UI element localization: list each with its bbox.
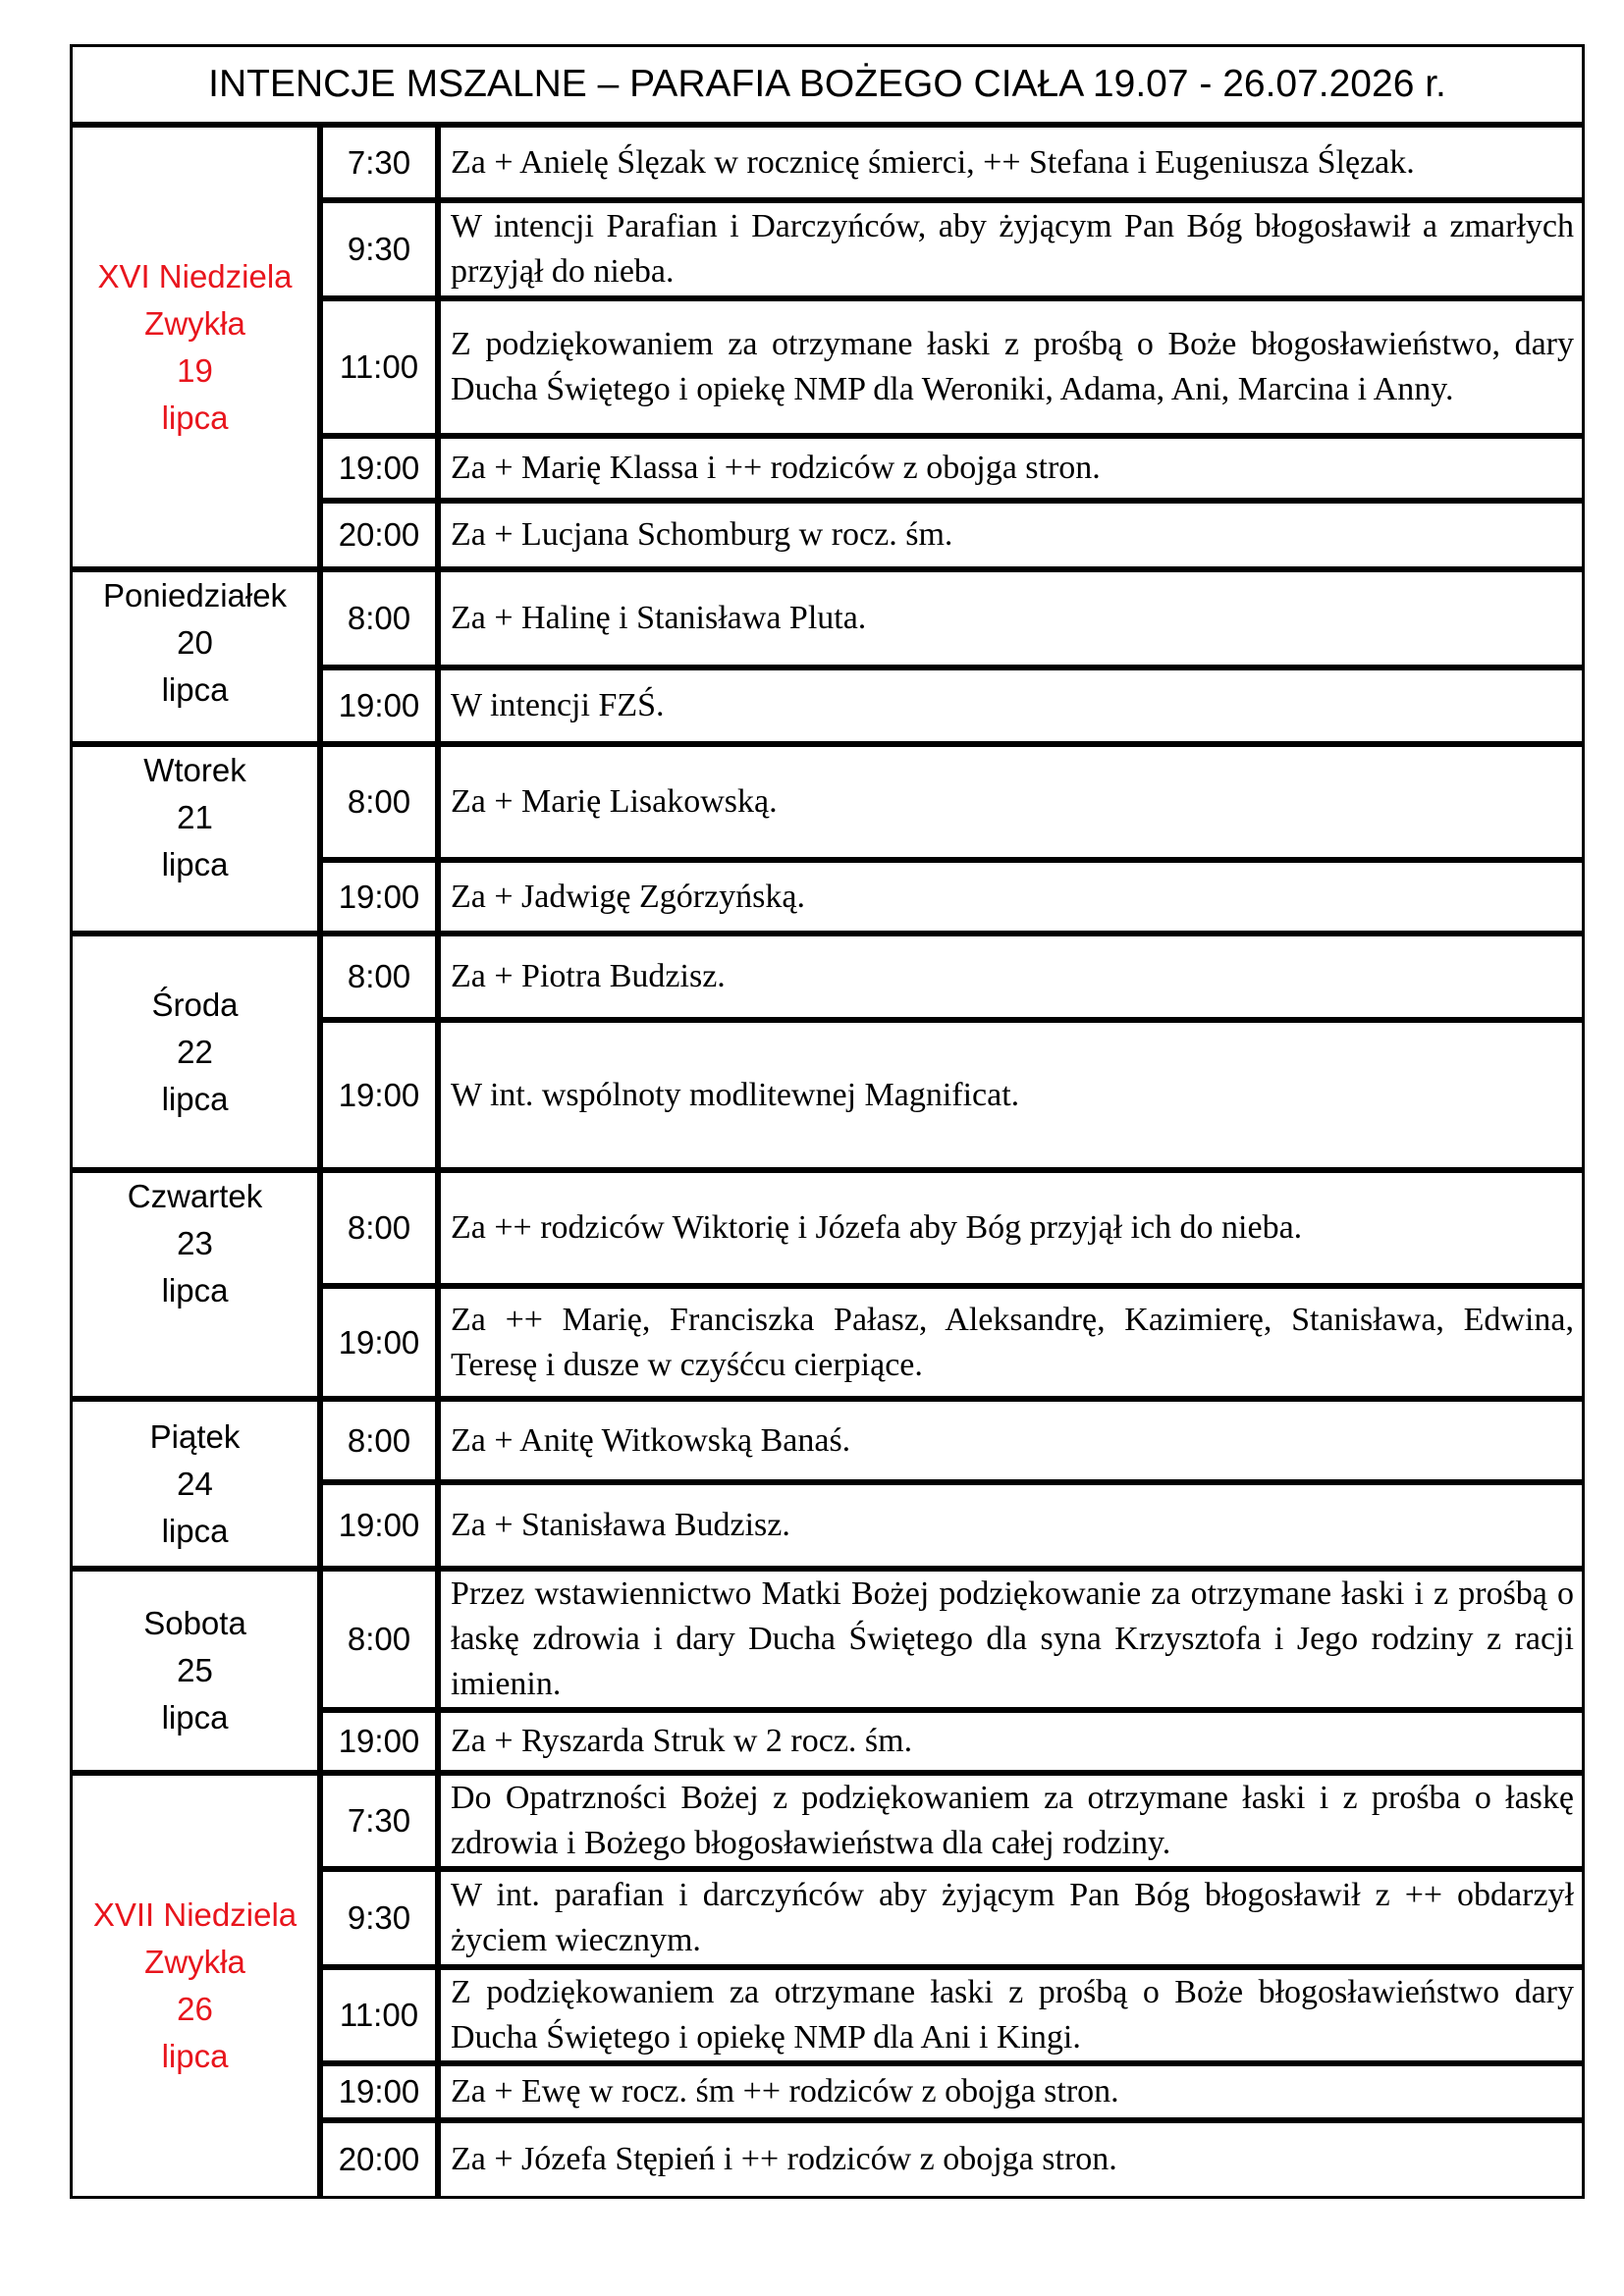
mass-intention: Z podziękowaniem za otrzymane łaski z prośbą o Boże błogosławieństwo dary Ducha Świętego i opiekę NMP dla Ani i Kingi. xyxy=(438,1967,1585,2063)
mass-intention: Za + Stanisława Budzisz. xyxy=(438,1482,1585,1569)
mass-time: 8:00 xyxy=(320,1399,438,1482)
mass-time: 19:00 xyxy=(320,2063,438,2120)
mass-intention: Za + Józefa Stępień i ++ rodziców z obojga stron. xyxy=(438,2120,1585,2199)
mass-time: 11:00 xyxy=(320,298,438,436)
mass-intention: Za + Marię Klassa i ++ rodziców z obojga stron. xyxy=(438,436,1585,501)
mass-intention: Za + Ewę w rocz. śm ++ rodziców z obojga stron. xyxy=(438,2063,1585,2120)
day-number: 23 xyxy=(177,1225,213,1261)
day-cell-monday-20 xyxy=(70,569,320,744)
mass-time: 8:00 xyxy=(320,569,438,667)
day-number: 21 xyxy=(177,799,213,835)
mass-time: 9:30 xyxy=(320,1869,438,1967)
mass-intention: Za + Ryszarda Struk w 2 rocz. śm. xyxy=(438,1710,1585,1773)
day-month: lipca xyxy=(161,1272,229,1308)
day-month: lipca xyxy=(161,846,229,882)
mass-intention: Za + Anitę Witkowską Banaś. xyxy=(438,1399,1585,1482)
day-month: lipca xyxy=(161,1080,229,1117)
mass-time: 7:30 xyxy=(320,1773,438,1869)
mass-time: 11:00 xyxy=(320,1967,438,2063)
day-cell-sunday-19 xyxy=(70,125,320,569)
day-cell-sunday-26 xyxy=(70,1773,320,2199)
mass-intention: W intencji FZŚ. xyxy=(438,667,1585,744)
mass-time: 9:30 xyxy=(320,200,438,298)
day-number: 24 xyxy=(177,1465,213,1502)
day-month: lipca xyxy=(161,399,229,436)
day-name: Poniedziałek xyxy=(102,577,288,614)
mass-intention: Za + Anielę Ślęzak w rocznicę śmierci, ++ Stefana i Eugeniusza Ślęzak. xyxy=(438,125,1585,200)
day-cell-saturday-25 xyxy=(70,1569,320,1773)
mass-intention: Do Opatrzności Bożej z podziękowaniem za otrzymane łaski i z prośba o łaskę zdrowia i Bożego błogosławieństwa dla całej rodziny. xyxy=(438,1773,1585,1869)
day-cell-thursday-23 xyxy=(70,1170,320,1399)
day-number: 20 xyxy=(177,624,213,661)
day-number: 22 xyxy=(177,1033,213,1070)
day-number: 25 xyxy=(177,1652,213,1688)
mass-intention: Za ++ Marię, Franciszka Pałasz, Aleksandrę, Kazimierę, Stanisława, Edwina, Teresę i dusze w czyśćcu cierpiące. xyxy=(438,1286,1585,1399)
mass-intention: Przez wstawiennictwo Matki Bożej podziękowanie za otrzymane łaski i z prośbą o łaskę zdrowia i dary Ducha Świętego dla syna Krzysztofa i Jego rodziny z racji imienin. xyxy=(438,1569,1585,1710)
mass-time: 20:00 xyxy=(320,2120,438,2199)
mass-time: 20:00 xyxy=(320,501,438,569)
day-number: 19 xyxy=(177,351,213,389)
mass-intention: W int. parafian i darczyńców aby żyjącym Pan Bóg błogosławił z ++ obdarzył życiem wiecznym. xyxy=(438,1869,1585,1967)
day-cell-wednesday-22 xyxy=(70,934,320,1170)
mass-intention: Za + Jadwigę Zgórzyńską. xyxy=(438,860,1585,934)
mass-time: 19:00 xyxy=(320,860,438,934)
mass-intention: W intencji Parafian i Darczyńców, aby żyjącym Pan Bóg błogosławił a zmarłych przyjął do nieba. xyxy=(438,200,1585,298)
mass-time: 7:30 xyxy=(320,125,438,200)
page-title: INTENCJE MSZALNE – PARAFIA BOŻEGO CIAŁA 19.07 - 26.07.2026 r. xyxy=(70,44,1585,125)
day-month: lipca xyxy=(161,671,229,708)
day-month: lipca xyxy=(161,1699,229,1735)
intentions-table xyxy=(70,44,1585,2199)
day-cell-tuesday-21 xyxy=(70,744,320,934)
mass-time: 19:00 xyxy=(320,667,438,744)
day-name: Środa xyxy=(151,986,239,1023)
day-cell-friday-24 xyxy=(70,1399,320,1569)
day-month: lipca xyxy=(161,1512,229,1549)
mass-intention: Za + Piotra Budzisz. xyxy=(438,934,1585,1020)
day-number: 26 xyxy=(177,1991,213,2027)
day-name: Sobota xyxy=(143,1605,246,1641)
mass-time: 19:00 xyxy=(320,1286,438,1399)
mass-intention: Za + Halinę i Stanisława Pluta. xyxy=(438,569,1585,667)
mass-time: 19:00 xyxy=(320,1020,438,1170)
day-name: Czwartek xyxy=(127,1178,263,1214)
mass-time: 8:00 xyxy=(320,1170,438,1286)
day-name: Wtorek xyxy=(143,752,246,788)
mass-time: 19:00 xyxy=(320,1482,438,1569)
day-name: XVI Niedziela xyxy=(97,257,293,294)
mass-intention: Za + Marię Lisakowską. xyxy=(438,744,1585,860)
mass-time: 19:00 xyxy=(320,1710,438,1773)
mass-intention: Za ++ rodziców Wiktorię i Józefa aby Bóg przyjął ich do nieba. xyxy=(438,1170,1585,1286)
mass-time: 8:00 xyxy=(320,934,438,1020)
mass-intention: Za + Lucjana Schomburg w rocz. śm. xyxy=(438,501,1585,569)
mass-time: 8:00 xyxy=(320,1569,438,1710)
day-month: lipca xyxy=(161,2038,229,2074)
mass-intention: Z podziękowaniem za otrzymane łaski z prośbą o Boże błogosławieństwo, dary Ducha Świętego i opiekę NMP dla Weroniki, Adama, Ani, Marcina i Anny. xyxy=(438,298,1585,436)
day-subname: Zwykła xyxy=(144,304,245,342)
day-name: Piątek xyxy=(149,1417,241,1455)
mass-time: 8:00 xyxy=(320,744,438,860)
day-subname: Zwykła xyxy=(144,1944,245,1980)
mass-time: 19:00 xyxy=(320,436,438,501)
mass-intention: W int. wspólnoty modlitewnej Magnificat. xyxy=(438,1020,1585,1170)
day-name: XVII Niedziela xyxy=(92,1896,298,1933)
